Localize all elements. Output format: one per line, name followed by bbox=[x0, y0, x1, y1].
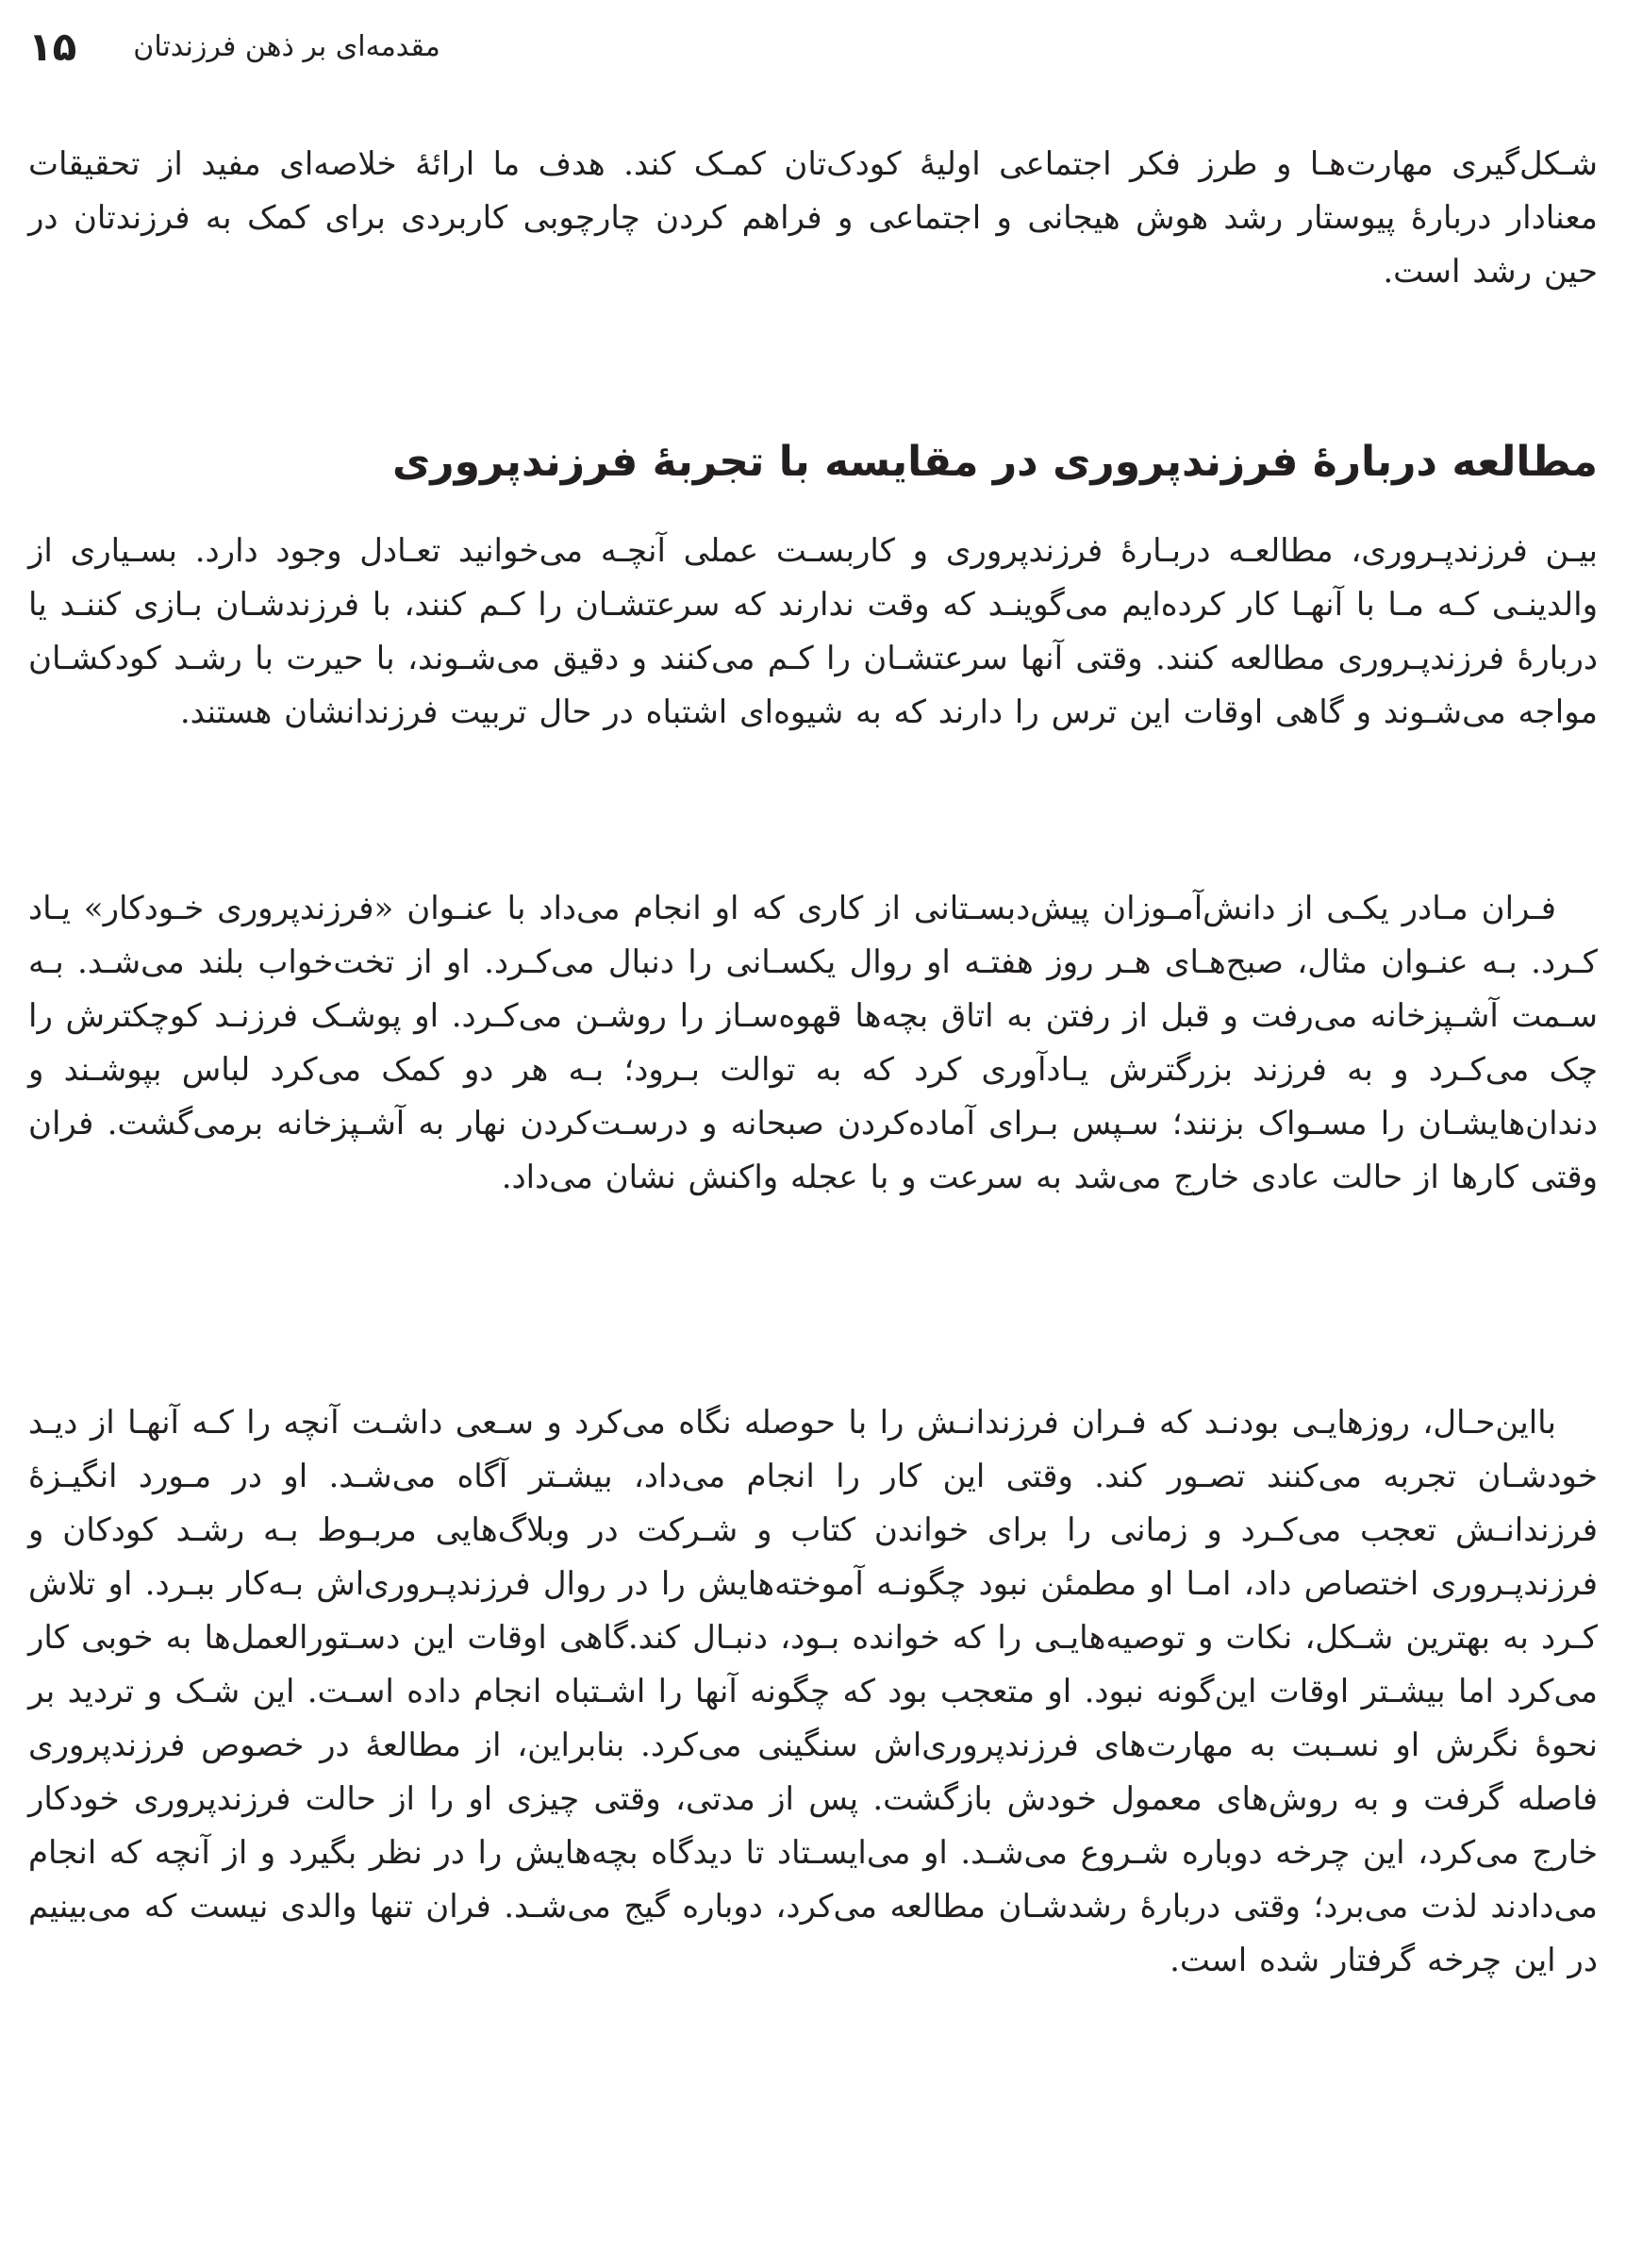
page-number: ۱۵ bbox=[28, 23, 77, 70]
section-heading: مطالعه دربارهٔ فرزندپروری در مقایسه با تجربهٔ فرزندپروری bbox=[391, 438, 1598, 486]
paragraph-fran-routine: فـران مـادر یکـی از دانش‌آمـوزان پیش‌دبسـتانی از کاری که او انجام می‌داد با عنـوان «فرزندپروری خـودکار» یـاد کـرد. بـه عنـوان مثال، صبح‌هـای هـر روز هفتـه او روال یکسـانی را دنبال می‌کـرد. او از تخت‌خواب بلند می‌شـد. بـه سـمت آشـپزخانه می‌رفت و قبل از رفتن به اتاق بچه‌ها قهوه‌سـاز را روشـن می‌کـرد. او پوشـک فرزنـد کوچکترش را چک می‌کـرد و به فرزند بزرگترش یـادآوری کرد که به توالت بـرود؛ بـه هر دو کمک می‌کرد لباس بپوشـند و دندان‌هایشـان را مسـواک بزنند؛ سـپس بـرای آماده‌کردن صبحانه و درسـت‌کردن نهار به آشـپزخانه برمی‌گشت. فران وقتی کارها از حالت عادی خارج می‌شد به سرعت و با عجله واکنش نشان می‌داد. bbox=[28, 890, 1598, 1196]
running-header bbox=[28, 13, 456, 79]
paragraph-intro-continuation: شـکل‌گیری مهارت‌هـا و طرز فکر اجتماعی اولیهٔ کودک‌تان کمـک کند. هدف ما ارائهٔ خلاصه‌ای مفید از تحقیقات معنادار دربارهٔ پیوستار رشد هوش هیجانی و اجتماعی و فراهم کردن چارچوبی کاربردی برای کمک به فرزندتان در حین رشد است. bbox=[28, 145, 1598, 291]
running-title: مقدمه‌ای بر ذهن فرزندتان bbox=[133, 29, 440, 63]
paragraph-fran-cycle: بااین‌حـال، روزهایـی بودنـد که فـران فرزندانـش را با حوصله نگاه می‌کرد و سـعی داشـت آنچه را کـه آنهـا از دیـد خودشـان تجربه می‌کنند تصـور کند. وقتی این کار را انجام می‌داد، بیشـتر آگاه می‌شـد. او در مـورد انگیـزهٔ فرزندانـش تعجب می‌کـرد و زمانی را برای خواندن کتاب و شـرکت در وبلاگ‌هایی مربـوط بـه رشـد کودکان و فرزندپـروری اختصاص داد، امـا او مطمئن نبود چگونـه آموخته‌هایش را در روال فرزندپـروری‌اش بـه‌کار ببـرد. او تلاش کـرد به بهترین شـکل، نکات و توصیه‌هایـی را که خوانده بـود، دنبـال کند.گاهی اوقات این دسـتورالعمل‌ها به خوبی کار می‌کرد اما بیشـتر اوقات این‌گونه نبود. او متعجب بود که چگونه آنها را اشـتباه انجام داده اسـت. این شـک و تردید بر نحوهٔ نگرش او نسـبت به مهارت‌های فرزندپروری‌اش سنگینی می‌کرد. بنابراین، از مطالعهٔ در خصوص فرزندپروری فاصله گرفت و به روش‌های معمول خودش بازگشت. پس از مدتی، وقتی چیزی او را از حالت فرزندپروری خودکار خارج می‌کرد، این چرخه دوباره شـروع می‌شـد. او می‌ایسـتاد تا دیدگاه بچه‌هایش را در نظر بگیرد و از آنچه که انجام می‌دادند لذت می‌برد؛ وقتی دربارهٔ رشدشـان مطالعه می‌کرد، دوباره گیج می‌شـد. فران تنها والدی نیست که می‌بینیم در این چرخه گرفتار شده است. bbox=[28, 1404, 1598, 1979]
paragraph-balance: بیـن فرزندپـروری، مطالعـه دربـارهٔ فرزندپروری و کاربسـت عملی آنچـه می‌خوانید تعـادل وجود دارد. بسـیاری از والدینـی کـه مـا با آنهـا کار کرده‌ایم می‌گوینـد که وقت ندارند که سرعتشـان را کـم کنند، با فرزندشـان بـازی کننـد یا دربارهٔ فرزندپـروری مطالعه کنند. وقتی آنها سرعتشـان را کـم می‌کنند و دقیق می‌شـوند، با حیرت با رشـد کودکشـان مواجه می‌شـوند و گاهی اوقات این ترس را دارند که به شیوه‌ای اشتباه در حال تربیت فرزندانشان هستند. bbox=[28, 532, 1598, 731]
